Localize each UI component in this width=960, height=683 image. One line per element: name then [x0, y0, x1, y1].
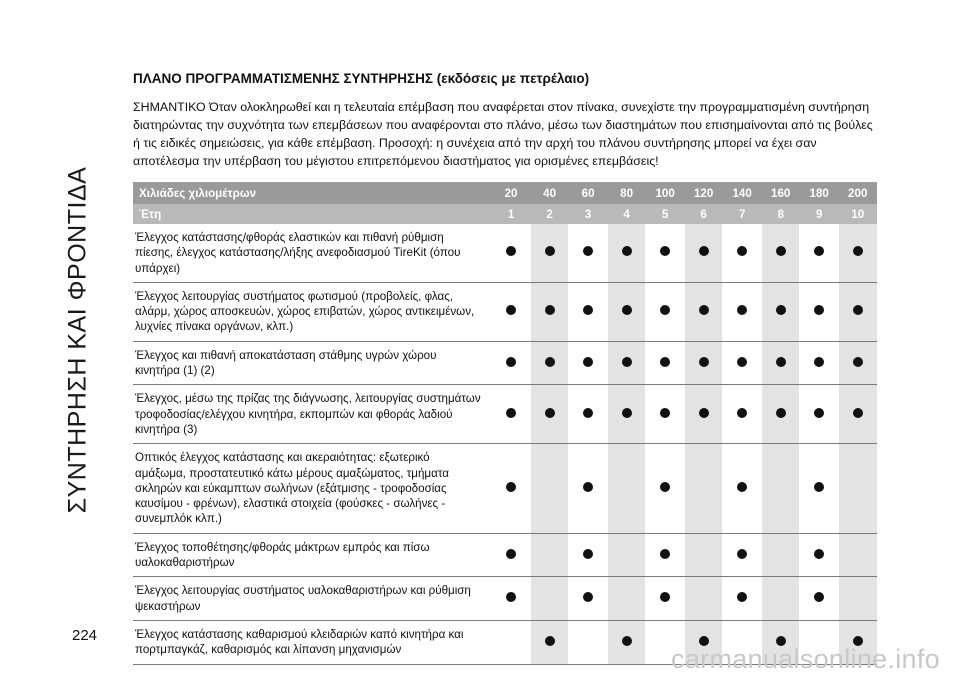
bullet-mark-icon: [506, 305, 516, 315]
schedule-cell: [838, 444, 877, 533]
schedule-cell: [607, 577, 646, 621]
bullet-mark-icon: [622, 408, 632, 418]
task-description: Έλεγχος κατάστασης καθαρισμού κλειδαριών καπό κινητήρα και πορτμπαγκάζ, καθαρισμός και λίπανση μηχανισμών: [133, 620, 492, 664]
task-description: Έλεγχος και πιθανή αποκατάσταση στάθμης υγρών χώρου κινητήρα (1) (2): [133, 341, 492, 385]
task-description: Έλεγχος λειτουργίας συστήματος φωτισμού (προβολείς, φλας, αλάρμ, χώρος αποσκευών, χώρος επιβατών, χώρος αντικειμένων, λυχνίες πίνακα οργάνων, κλπ.): [133, 282, 492, 341]
bullet-mark-icon: [699, 246, 709, 256]
task-description: Έλεγχος τοποθέτησης/φθοράς μάκτρων εμπρός και πίσω υαλοκαθαριστήρων: [133, 533, 492, 577]
bullet-mark-icon: [853, 357, 863, 367]
schedule-cell: [761, 385, 800, 444]
table-row: [133, 224, 877, 282]
watermark: carmanualsonline.info: [671, 644, 940, 674]
schedule-cell: [607, 224, 646, 282]
bullet-mark-icon: [737, 482, 747, 492]
bullet-mark-icon: [814, 592, 824, 602]
bullet-mark-icon: [506, 408, 516, 418]
km-header-140: 140: [723, 182, 762, 204]
schedule-cell: [607, 533, 646, 577]
schedule-cell: [800, 444, 839, 533]
schedule-cell: [838, 341, 877, 385]
bullet-mark-icon: [583, 408, 593, 418]
table-row: [133, 577, 877, 621]
km-header-180: 180: [800, 182, 839, 204]
schedule-cell: [530, 341, 569, 385]
bullet-mark-icon: [545, 357, 555, 367]
schedule-cell: [530, 282, 569, 341]
bullet-mark-icon: [545, 636, 555, 646]
schedule-cell: [761, 341, 800, 385]
schedule-cell: [492, 577, 531, 621]
schedule-cell: [492, 385, 531, 444]
bullet-mark-icon: [545, 408, 555, 418]
bullet-mark-icon: [776, 305, 786, 315]
bullet-mark-icon: [583, 592, 593, 602]
schedule-cell: [800, 533, 839, 577]
content: [133, 70, 877, 170]
task-description: Έλεγχος λειτουργίας συστήματος υαλοκαθαριστήρων και ρύθμιση ψεκαστήρων: [133, 577, 492, 621]
schedule-cell: [723, 282, 762, 341]
schedule-cell: [723, 577, 762, 621]
km-header-160: 160: [761, 182, 800, 204]
bullet-mark-icon: [660, 482, 670, 492]
bullet-mark-icon: [737, 305, 747, 315]
schedule-cell: [684, 533, 723, 577]
schedule-cell: [530, 620, 569, 664]
schedule-cell: [761, 444, 800, 533]
schedule-cell: [646, 224, 685, 282]
year-header-6: 6: [684, 204, 723, 224]
schedule-cell: [607, 385, 646, 444]
km-header-80: 80: [607, 182, 646, 204]
schedule-cell: [646, 533, 685, 577]
schedule-cell: [530, 224, 569, 282]
bullet-mark-icon: [660, 246, 670, 256]
table-row: [133, 533, 877, 577]
schedule-cell: [838, 577, 877, 621]
bullet-mark-icon: [699, 305, 709, 315]
year-header-5: 5: [646, 204, 685, 224]
bullet-mark-icon: [583, 305, 593, 315]
km-header-40: 40: [530, 182, 569, 204]
schedule-cell: [723, 341, 762, 385]
schedule-cell: [800, 224, 839, 282]
schedule-cell: [492, 444, 531, 533]
bullet-mark-icon: [737, 408, 747, 418]
schedule-cell: [569, 224, 608, 282]
table-row: [133, 444, 877, 533]
schedule-body: [133, 224, 877, 664]
schedule-cell: [684, 282, 723, 341]
table-row: [133, 282, 877, 341]
bullet-mark-icon: [506, 549, 516, 559]
schedule-cell: [723, 444, 762, 533]
schedule-cell: [684, 577, 723, 621]
bullet-mark-icon: [814, 246, 824, 256]
bullet-mark-icon: [776, 357, 786, 367]
schedule-cell: [530, 533, 569, 577]
bullet-mark-icon: [506, 482, 516, 492]
schedule-cell: [607, 282, 646, 341]
bullet-mark-icon: [776, 408, 786, 418]
schedule-cell: [684, 385, 723, 444]
bullet-mark-icon: [506, 246, 516, 256]
bullet-mark-icon: [776, 246, 786, 256]
year-header-9: 9: [800, 204, 839, 224]
bullet-mark-icon: [853, 246, 863, 256]
schedule-cell: [569, 533, 608, 577]
section-title-text: ΣΥΝΤΗΡΗΣΗ ΚΑΙ ΦΡΟΝΤΙΔΑ: [63, 166, 92, 514]
bullet-mark-icon: [699, 408, 709, 418]
year-header-8: 8: [761, 204, 800, 224]
km-header-20: 20: [492, 182, 531, 204]
bullet-mark-icon: [583, 482, 593, 492]
km-header-label: Χιλιάδες χιλιομέτρων: [133, 182, 492, 204]
schedule-cell: [838, 224, 877, 282]
intro-paragraph: ΣΗΜΑΝΤΙΚΟ Όταν ολοκληρωθεί και η τελευταία επέμβαση που αναφέρεται στον πίνακα, συνεχίστε την προγραμματισμένη συντήρηση διατηρώντας την συχνότητα των επεμβάσεων που αναφέρονται στο πλάνο, μέσω των διαστημάτων που επισημαίνονται από τις βούλες ή τις ειδικές σημειώσεις, για κάθε επέμβαση. Προσοχή: η συνέχεια από την αρχή του πλάνου συντήρησης μπορεί να έχει σαν αποτέλεσμα την υπέρβαση του μέγιστου επιτρεπόμενου διαστήματος για ορισμένες επεμβάσεις!: [133, 100, 873, 168]
schedule-cell: [800, 282, 839, 341]
schedule-cell: [569, 444, 608, 533]
years-header-label: Έτη: [133, 204, 492, 224]
year-header-10: 10: [838, 204, 877, 224]
year-header-1: 1: [492, 204, 531, 224]
bullet-mark-icon: [660, 357, 670, 367]
km-header-120: 120: [684, 182, 723, 204]
schedule-cell: [761, 282, 800, 341]
schedule-cell: [492, 620, 531, 664]
bullet-mark-icon: [737, 246, 747, 256]
schedule-cell: [569, 341, 608, 385]
task-description: Έλεγχος κατάστασης/φθοράς ελαστικών και πιθανή ρύθμιση πίεσης, έλεγχος κατάστασης/λήξης ανεφοδιασμού TireKit (όπου υπάρχει): [133, 224, 492, 282]
schedule-cell: [761, 533, 800, 577]
bullet-mark-icon: [737, 357, 747, 367]
schedule-cell: [800, 341, 839, 385]
year-header-3: 3: [569, 204, 608, 224]
schedule-cell: [684, 444, 723, 533]
bullet-mark-icon: [814, 482, 824, 492]
bullet-mark-icon: [545, 305, 555, 315]
year-header-2: 2: [530, 204, 569, 224]
schedule-cell: [723, 385, 762, 444]
schedule-cell: [492, 341, 531, 385]
schedule-cell: [800, 577, 839, 621]
schedule-cell: [569, 385, 608, 444]
schedule-cell: [646, 444, 685, 533]
schedule-cell: [646, 577, 685, 621]
task-description: Έλεγχος, μέσω της πρίζας της διάγνωσης, λειτουργίας συστημάτων τροφοδοσίας/ελέγχου κινητήρα, εκπομπών και φθοράς λαδιού κινητήρα (3): [133, 385, 492, 444]
bullet-mark-icon: [622, 246, 632, 256]
schedule-cell: [569, 282, 608, 341]
bullet-mark-icon: [814, 549, 824, 559]
km-header-100: 100: [646, 182, 685, 204]
page-heading: ΠΛΑΝΟ ΠΡΟΓΡΑΜΜΑΤΙΣΜΕΝΗΣ ΣΥΝΤΗΡΗΣΗΣ (εκδόσεις με πετρέλαιο): [133, 71, 590, 86]
schedule-cell: [607, 341, 646, 385]
bullet-mark-icon: [737, 549, 747, 559]
bullet-mark-icon: [737, 592, 747, 602]
schedule-cell: [838, 533, 877, 577]
bullet-mark-icon: [583, 357, 593, 367]
bullet-mark-icon: [583, 549, 593, 559]
bullet-mark-icon: [583, 246, 593, 256]
bullet-mark-icon: [853, 408, 863, 418]
bullet-mark-icon: [853, 305, 863, 315]
schedule-cell: [684, 224, 723, 282]
bullet-mark-icon: [545, 246, 555, 256]
schedule-cell: [723, 224, 762, 282]
schedule-cell: [607, 620, 646, 664]
schedule-cell: [607, 444, 646, 533]
bullet-mark-icon: [699, 357, 709, 367]
table-row: [133, 385, 877, 444]
schedule-cell: [723, 533, 762, 577]
schedule-cell: [838, 385, 877, 444]
bullet-mark-icon: [660, 592, 670, 602]
bullet-mark-icon: [660, 549, 670, 559]
bullet-mark-icon: [622, 357, 632, 367]
km-header-200: 200: [838, 182, 877, 204]
schedule-cell: [684, 341, 723, 385]
page-number: 224: [72, 627, 98, 644]
schedule-cell: [800, 385, 839, 444]
schedule-cell: [492, 282, 531, 341]
bullet-mark-icon: [506, 592, 516, 602]
year-header-7: 7: [723, 204, 762, 224]
schedule-cell: [761, 577, 800, 621]
schedule-cell: [761, 224, 800, 282]
bullet-mark-icon: [622, 636, 632, 646]
schedule-cell: [530, 577, 569, 621]
schedule-cell: [569, 577, 608, 621]
bullet-mark-icon: [814, 305, 824, 315]
years-header-row: [133, 204, 877, 224]
table-row: [133, 341, 877, 385]
task-description: Οπτικός έλεγχος κατάστασης και ακεραιότητας: εξωτερικό αμάξωμα, προστατευτικό κάτω μέρους αμαξώματος, τμήματα σκληρών και εύκαμπτων σωλήνων (εξάτμισης - τροφοδοσίας καυσίμου - φρένων), ελαστικά στοιχεία (φούσκες - σωλήνες - συνεμπλόκ κλπ.): [133, 444, 492, 533]
schedule-cell: [492, 533, 531, 577]
schedule-cell: [569, 620, 608, 664]
bullet-mark-icon: [506, 357, 516, 367]
km-header-row: [133, 182, 877, 204]
schedule-cell: [838, 282, 877, 341]
schedule-cell: [492, 224, 531, 282]
bullet-mark-icon: [660, 408, 670, 418]
schedule-cell: [646, 282, 685, 341]
km-header-60: 60: [569, 182, 608, 204]
maintenance-schedule-table: [133, 182, 877, 665]
year-header-4: 4: [607, 204, 646, 224]
bullet-mark-icon: [814, 408, 824, 418]
bullet-mark-icon: [622, 305, 632, 315]
schedule-cell: [646, 385, 685, 444]
schedule-cell: [530, 444, 569, 533]
bullet-mark-icon: [814, 357, 824, 367]
schedule-cell: [530, 385, 569, 444]
bullet-mark-icon: [660, 305, 670, 315]
schedule-cell: [646, 341, 685, 385]
